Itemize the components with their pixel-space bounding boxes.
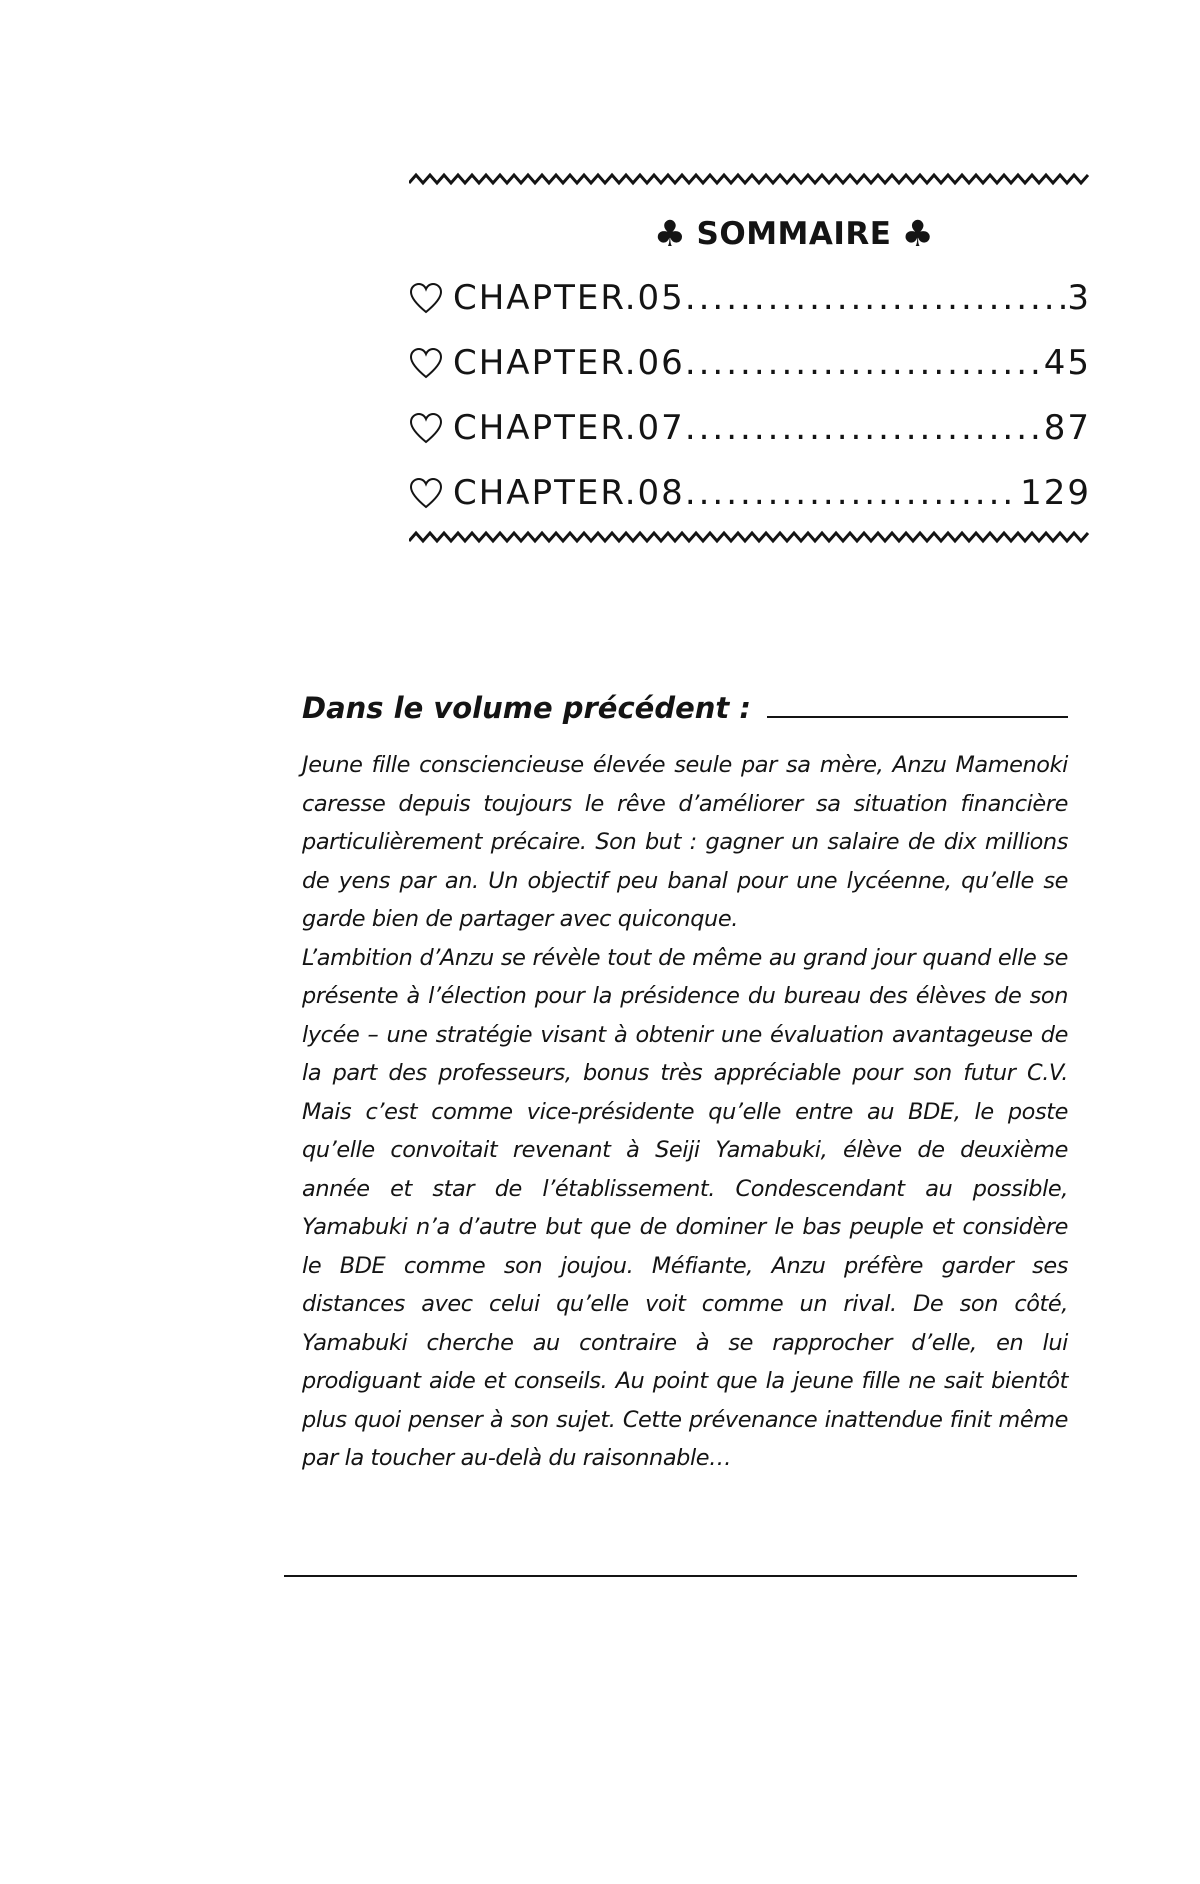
club-icon: ♣: [901, 214, 935, 255]
dot-leader: [685, 461, 1018, 526]
toc-list: [409, 266, 1091, 526]
page-number: 3: [1067, 278, 1091, 318]
summary-heading-text: Dans le volume précédent :: [302, 691, 751, 725]
toc-entry-chapter-07[interactable]: [409, 396, 1091, 461]
heart-icon: [409, 477, 443, 511]
chapter-label: CHAPTER.06: [453, 343, 685, 383]
toc-title: [409, 208, 1091, 260]
page-number: 87: [1043, 408, 1091, 448]
toc-entry-chapter-06[interactable]: [409, 331, 1091, 396]
summary-paragraph: Jeune fille consciencieuse élevée seule par sa mère, Anzu Mamenoki caresse depuis toujours le rêve d’améliorer sa situation financière particulièrement précaire. Son but : gagner un salaire de dix millions de yens par an. Un objectif peu banal pour une lycéenne, qu’elle se garde bien de partager avec quiconque.: [302, 752, 1068, 932]
heart-icon: [409, 412, 443, 446]
dot-leader: [685, 266, 1066, 331]
ornamental-border-top: [409, 172, 1091, 186]
chapter-label: CHAPTER.07: [453, 408, 685, 448]
heart-icon: [409, 347, 443, 381]
dot-leader: [685, 396, 1042, 461]
dot-leader: [685, 331, 1042, 396]
toc-entry-chapter-05[interactable]: [409, 266, 1091, 331]
club-icon: ♣: [653, 214, 687, 255]
toc-entry-chapter-08[interactable]: [409, 461, 1091, 526]
summary-paragraph: L’ambition d’Anzu se révèle tout de même au grand jour quand elle se présente à l’élection pour la présidence du bureau des élèves de son lycée – une stratégie visant à obtenir une évaluation avantageuse de la part des professeurs, bonus très appréciable pour son futur C.V. Mais c’est comme vice-présidente qu’elle entre au BDE, le poste qu’elle convoitait revenant à Seiji Yamabuki, élève de deuxième année et star de l’établissement. Condescendant au possible, Yamabuki n’a d’autre but que de dominer le bas peuple et considère le BDE comme son joujou. Méfiante, Anzu préfère garder ses distances avec celui qu’elle voit comme un rival. De son côté, Yamabuki cherche au contraire à se rapprocher d’elle, en lui prodiguant aide et conseils. Au point que la jeune fille ne sait bientôt plus quoi penser à son sujet. Cette prévenance inattendue finit même par la toucher au-delà du raisonnable…: [302, 944, 1068, 1471]
heart-icon: [409, 282, 443, 316]
chapter-label: CHAPTER.05: [453, 278, 685, 318]
ornamental-border-bottom: [409, 530, 1091, 544]
bottom-divider: [284, 1575, 1077, 1577]
chapter-label: CHAPTER.08: [453, 473, 685, 513]
page-number: 129: [1020, 473, 1091, 513]
summary-heading: [302, 682, 1068, 734]
heading-rule: [767, 716, 1068, 718]
summary-body: [302, 746, 1068, 1478]
table-of-contents: [409, 172, 1091, 544]
previous-volume-summary: [302, 682, 1068, 1478]
toc-title-label: SOMMAIRE: [696, 216, 892, 252]
page-number: 45: [1043, 343, 1091, 383]
